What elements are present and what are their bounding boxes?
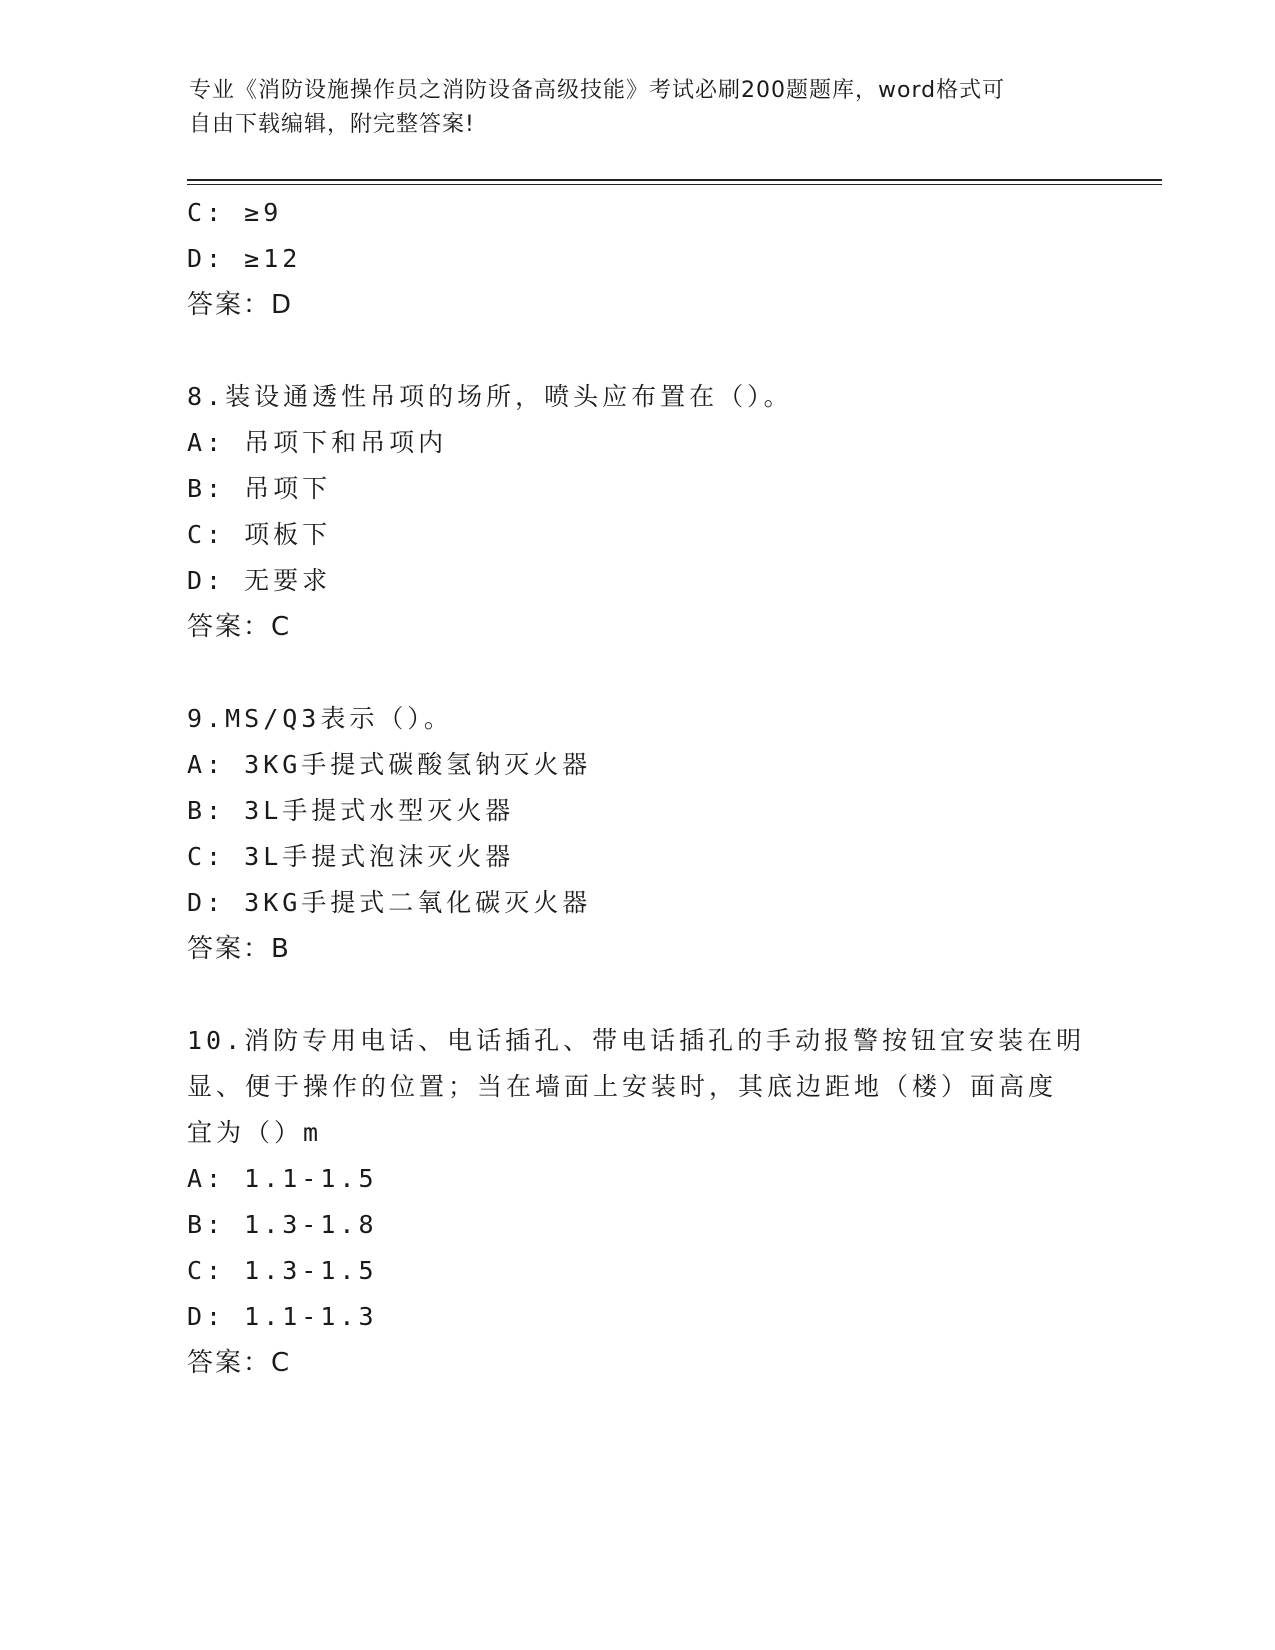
question-stem-line-1: 10.消防专用电话、电话插孔、带电话插孔的手动报警按钮宜安装在明 <box>187 1026 1086 1055</box>
option-d: D: 无要求 <box>187 566 332 595</box>
question-10 <box>187 1018 1087 1386</box>
option-a: A: 3KG手提式碳酸氢钠灭火器 <box>187 750 592 779</box>
question-list <box>187 190 1087 1386</box>
option-c: C: 3L手提式泡沫灭火器 <box>187 842 515 871</box>
answer-line: 答案：C <box>187 612 292 642</box>
answer-line: 答案：D <box>187 290 294 320</box>
spacer <box>187 328 1087 374</box>
option-d: D: 1.1-1.3 <box>187 1302 378 1331</box>
question-stem: 8.装设通透性吊项的场所，喷头应布置在（）。 <box>187 382 793 411</box>
spacer <box>187 650 1087 696</box>
option-b: B: 3L手提式水型灭火器 <box>187 796 515 825</box>
option-a: A: 吊项下和吊项内 <box>187 428 448 457</box>
option-b: B: 吊项下 <box>187 474 332 503</box>
question-8 <box>187 374 1087 650</box>
document-header <box>189 74 1089 142</box>
question-stem: 9.MS/Q3表示（）。 <box>187 704 453 733</box>
header-divider-thin <box>187 184 1162 185</box>
option-d: D: ≥12 <box>187 244 302 273</box>
option-b: B: 1.3-1.8 <box>187 1210 378 1239</box>
question-stem-line-3: 宜为（）m <box>187 1118 323 1147</box>
question-7-continued <box>187 190 1087 328</box>
header-divider-thick <box>187 179 1162 181</box>
question-stem-line-2: 显、便于操作的位置；当在墙面上安装时，其底边距地（楼）面高度 <box>187 1072 1058 1101</box>
answer-line: 答案：B <box>187 934 291 964</box>
option-c: C: 项板下 <box>187 520 332 549</box>
option-a: A: 1.1-1.5 <box>187 1164 378 1193</box>
header-line-1: 专业《消防设施操作员之消防设备高级技能》考试必刷200题题库，word格式可 <box>189 78 1006 103</box>
answer-line: 答案：C <box>187 1348 292 1378</box>
spacer <box>187 972 1087 1018</box>
option-c: C: 1.3-1.5 <box>187 1256 378 1285</box>
header-line-2: 自由下载编辑，附完整答案! <box>189 112 475 137</box>
option-d: D: 3KG手提式二氧化碳灭火器 <box>187 888 592 917</box>
option-c: C: ≥9 <box>187 198 283 227</box>
question-9 <box>187 696 1087 972</box>
